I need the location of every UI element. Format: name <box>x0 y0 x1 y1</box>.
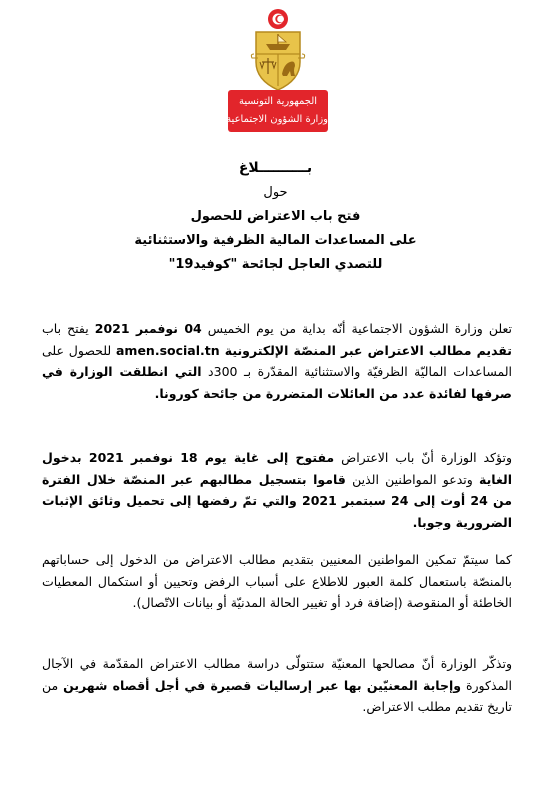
title-line-3: للتصدي العاجل لجائحة "كوفيد19" <box>168 257 383 272</box>
announcement-word: بــــــــــلاغ <box>238 160 313 176</box>
paragraph-4: وتذكّر الوزارة أنّ مصالحها المعنيّة ستتولّى دراسة مطالب الاعتراض المقدّمة في الآجال المذكورة وإجابة المعنيّين بها عبر إرساليات قصيرة في أجل أقصاه شهرين من تاريخ تقديم مطلب الاعتراض. <box>42 656 513 714</box>
paragraph-3: كما سيتمّ تمكين المواطنين المعنيين بتقديم مطالب الاعتراض من الدخول إلى حساباتهم بالمنصّة باستعمال كلمة العبور للاطلاع على أسباب الرفض وتحيين أو استكمال المعطيات الخاطئة أو المنقوصة (إضافة فرد أو تغيير الحالة المدنيّة أو بيانات الاتّصال). <box>42 552 512 610</box>
ministry-name-ribbon <box>228 90 328 132</box>
about-word: حول <box>263 185 288 200</box>
title-line-2: على المساعدات المالية الظرفية والاستثنائية <box>134 233 417 248</box>
tunisia-coat-of-arms-icon <box>248 8 308 92</box>
title-line-1: فتح باب الاعتراض للحصول <box>190 209 361 224</box>
paragraph-2: وتؤكد الوزارة أنّ باب الاعتراض مفتوح إلى غاية يوم 18 نوفمبر 2021 بدخول الغاية وتدعو المواطنين الذين قاموا بتسجيل مطالبهم عبر المنصّة خلال الفترة من 24 أوت إلى 24 سبتمبر 2021 والتي تمّ رفضها إلى تحميل وثائق الإثبات الضرورية وجوبا. <box>42 450 513 530</box>
ministry-name: وزارة الشؤون الاجتماعية <box>226 114 328 125</box>
paragraph-1: تعلن وزارة الشؤون الاجتماعية أنّه بداية من يوم الخميس 04 نوفمبر 2021 يفتح باب تقديم مطالب الاعتراض عبر المنصّة الإلكترونية amen.social.tn للحصول على المساعدات الماليّة الظرفيّة والاستثنائية المقدّرة بـ 300د التي انطلقت الوزارة في صرفها لفائدة عدد من العائلات المتضررة من جائحة كورونا. <box>42 321 513 401</box>
republic-name: الجمهورية التونسية <box>238 96 318 107</box>
ministry-logo <box>228 8 328 132</box>
